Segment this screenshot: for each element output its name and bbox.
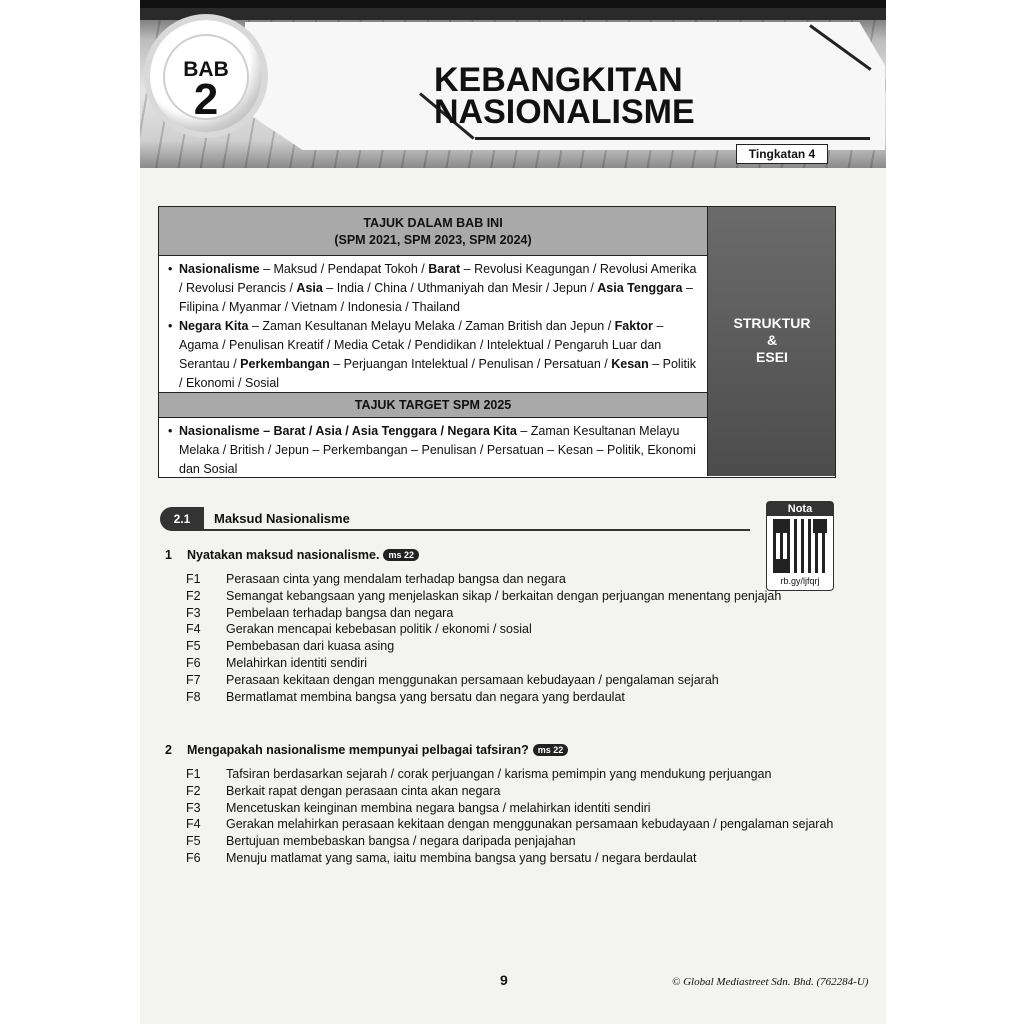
page-ref-badge: ms 22 bbox=[533, 744, 569, 756]
copyright-notice: © Global Mediastreet Sdn. Bhd. (762284-U) bbox=[672, 976, 869, 988]
answer-text: Tafsiran berdasarkan sejarah / corak perjuangan / karisma pemimpin yang mendukung perjuangan bbox=[226, 767, 772, 781]
banner-decor-line bbox=[475, 137, 870, 140]
answer-code: F6 bbox=[186, 850, 201, 865]
answer-code: F1 bbox=[186, 767, 201, 781]
page-number: 9 bbox=[500, 972, 508, 988]
answer-code: F1 bbox=[186, 572, 201, 586]
answer-code: F4 bbox=[186, 817, 201, 832]
topics-box bbox=[158, 206, 836, 478]
answer-code: F2 bbox=[186, 783, 201, 798]
question-type-panel bbox=[707, 207, 835, 476]
answer-row bbox=[186, 766, 858, 783]
answer-row bbox=[186, 850, 858, 867]
nota-label: Nota bbox=[767, 502, 833, 516]
level-tag: Tingkatan 4 bbox=[736, 144, 828, 164]
section-title: Maksud Nasionalisme bbox=[214, 511, 350, 526]
answer-text: Perasaan kekitaan dengan menggunakan persamaan kebudayaan / pengalaman sejarah bbox=[226, 672, 719, 687]
answer-text: Melahirkan identiti sendiri bbox=[226, 655, 368, 670]
answer-text: Gerakan melahirkan perasaan kekitaan dengan menggunakan persamaan kebudayaan / pengalaman sejarah bbox=[226, 817, 834, 832]
chapter-title-line1: KEBANGKITAN bbox=[434, 61, 683, 99]
nota-url[interactable]: rb.gy/ljfqrj bbox=[780, 576, 820, 586]
chapter-title bbox=[434, 61, 734, 131]
answer-code: F6 bbox=[186, 655, 201, 670]
answer-text: Bertujuan membebaskan bangsa / negara daripada penjajahan bbox=[226, 834, 576, 849]
section-header bbox=[160, 507, 750, 531]
answer-row bbox=[186, 655, 858, 672]
answer-row bbox=[186, 816, 858, 833]
question-text: Mengapakah nasionalisme mempunyai pelbagai tafsiran? ms 22 bbox=[187, 743, 568, 757]
target-header: TAJUK TARGET SPM 2025 bbox=[159, 392, 707, 418]
answer-text: Gerakan mencapai kebebasan politik / ekonomi / sosial bbox=[226, 622, 532, 637]
answer-text: Pembebasan dari kuasa asing bbox=[226, 639, 395, 654]
question-number: 2 bbox=[165, 743, 172, 757]
answer-text: Perasaan cinta yang mendalam terhadap bangsa dan negara bbox=[226, 572, 566, 586]
answer-text: Pembelaan terhadap bangsa dan negara bbox=[226, 605, 454, 620]
question-text: Nyatakan maksud nasionalisme. ms 22 bbox=[187, 548, 419, 562]
section-title-bar bbox=[204, 507, 750, 531]
answer-row bbox=[186, 571, 858, 588]
target-item: • Nasionalisme – Barat / Asia / Asia Tenggara / Negara Kita – Zaman Kesultanan Melayu Melaka / British / Jepun – Perkembangan – Penulisan / Persatuan – Kesan – Politik, Ekonomi dan Sosial bbox=[165, 422, 701, 479]
answer-code: F4 bbox=[186, 622, 201, 637]
answer-code: F5 bbox=[186, 639, 201, 654]
page-ref-badge: ms 22 bbox=[383, 549, 419, 561]
answer-code: F2 bbox=[186, 588, 201, 603]
question-type-label: STRUKTUR & ESEI bbox=[733, 315, 811, 365]
answer-code: F3 bbox=[186, 605, 201, 620]
answer-code: F7 bbox=[186, 672, 201, 687]
answer-text: Semangat kebangsaan yang menjelaskan sikap / berkaitan dengan perjuangan menentang penjajah bbox=[226, 588, 782, 603]
qr-code-icon[interactable] bbox=[773, 519, 827, 573]
answer-text: Bermatlamat membina bangsa yang bersatu dan negara yang berdaulat bbox=[226, 689, 625, 704]
chapter-title-line2: NASIONALISME bbox=[434, 93, 695, 131]
answer-code: F3 bbox=[186, 800, 201, 815]
answer-text: Berkait rapat dengan perasaan cinta akan negara bbox=[226, 783, 501, 798]
answer-code: F8 bbox=[186, 689, 201, 704]
answer-row bbox=[186, 638, 858, 655]
answer-row bbox=[186, 588, 858, 605]
question-number: 1 bbox=[165, 548, 172, 562]
topics-list bbox=[165, 260, 701, 393]
answer-text: Menuju matlamat yang sama, iaitu membina bangsa yang bersatu / negara berdaulat bbox=[226, 850, 697, 865]
topic-item: • Negara Kita – Zaman Kesultanan Melayu Melaka / Zaman British dan Jepun / Faktor – Agama / Penulisan Kreatif / Media Cetak / Pendidikan / Intelektual / Pengaruh Luar dan Serantau / Perkembangan – Perjuangan Intelektual / Penulisan / Persatuan / Kesan – Politik / Ekonomi / Sosial bbox=[165, 317, 701, 393]
chapter-label: BAB bbox=[183, 58, 229, 81]
section-number: 2.1 bbox=[160, 507, 204, 531]
chapter-number: 2 bbox=[193, 75, 219, 124]
topics-header-years: (SPM 2021, SPM 2023, SPM 2024) bbox=[334, 233, 532, 247]
answer-row bbox=[186, 605, 858, 622]
answer-row bbox=[186, 672, 858, 689]
answer-text: Mencetuskan keinginan membina negara bangsa / melahirkan identiti sendiri bbox=[226, 800, 651, 815]
answer-row bbox=[186, 689, 858, 706]
target-list bbox=[165, 422, 701, 479]
banner-top-edge bbox=[140, 0, 886, 8]
topics-list-panel bbox=[159, 207, 707, 476]
topics-header-title: TAJUK DALAM BAB INI bbox=[363, 216, 503, 230]
answer-list-2 bbox=[186, 766, 858, 867]
answer-row bbox=[186, 800, 858, 817]
answer-list-1 bbox=[186, 571, 858, 705]
topics-header bbox=[159, 207, 707, 256]
answer-row bbox=[186, 783, 858, 800]
answer-row bbox=[186, 621, 858, 638]
topic-item: • Nasionalisme – Maksud / Pendapat Tokoh / Barat – Revolusi Keagungan / Revolusi Amerika / Revolusi Perancis / Asia – India / China / Uthmaniyah dan Mesir / Jepun / Asia Tenggara – Filipina / Myanmar / Vietnam / Indonesia / Thailand bbox=[165, 260, 701, 317]
answer-code: F5 bbox=[186, 834, 201, 849]
answer-row bbox=[186, 833, 858, 850]
